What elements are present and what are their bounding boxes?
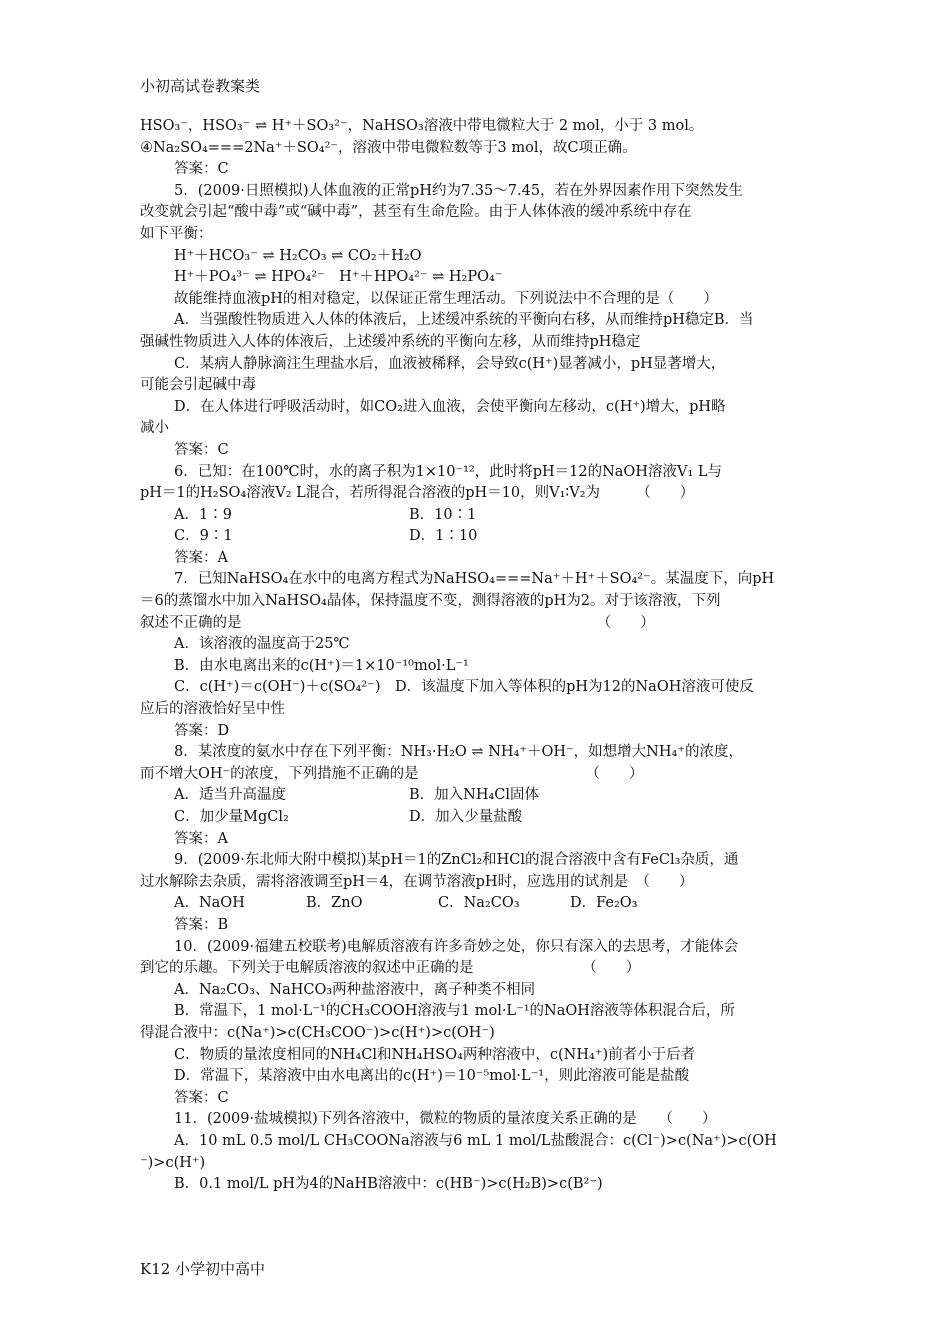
text-line: A．10 mL 0.5 mol/L CH₃COONa溶液与6 mL 1 mol/L盐酸混合：c(Cl⁻)>c(Na⁺)>c(OH	[174, 1132, 777, 1149]
text-line: 应后的溶液恰好呈中性	[140, 701, 285, 718]
text-line: 11．(2009·盐城模拟)下列各溶液中，微粒的物质的量浓度关系正确的是 （ ）	[174, 1111, 717, 1128]
text-line	[140, 785, 812, 807]
text-line	[140, 893, 812, 915]
choice-option: B．10∶1	[409, 506, 477, 523]
text-line: 答案：A	[174, 549, 228, 566]
text-line: 可能会引起碱中毒	[140, 377, 256, 394]
text-line: D．常温下，某溶液中由水电离出的c(H⁺)＝10⁻⁵mol·L⁻¹，则此溶液可能是盐酸	[174, 1068, 690, 1085]
text-line: 答案：A	[174, 830, 228, 847]
text-line: A．当强酸性物质进入人体的体液后，上述缓冲系统的平衡向右移，从而维持pH稳定B．当	[174, 312, 754, 329]
text-line: 改变就会引起“酸中毒”或“碱中毒”，甚至有生命危险。由于人体体液的缓冲系统中存在	[140, 204, 692, 221]
document-body	[140, 116, 812, 1196]
text-line: 答案：B	[174, 916, 229, 933]
text-line: ⁻)>c(H⁺)	[140, 1154, 206, 1171]
text-line	[140, 807, 812, 829]
text-line: 8．某浓度的氨水中存在下列平衡：NH₃·H₂O ⇌ NH₄⁺＋OH⁻，如想增大NH₄⁺的浓度，	[174, 744, 743, 761]
text-line: 过水解除去杂质，需将溶液调至pH＝4，在调节溶液pH时，应选用的试剂是 （ ）	[140, 873, 694, 890]
text-line: 6．已知：在100℃时，水的离子积为1×10⁻¹²，此时将pH＝12的NaOH溶液V₁ L与	[174, 463, 722, 480]
text-line: HSO₃⁻，HSO₃⁻ ⇌ H⁺＋SO₃²⁻，NaHSO₃溶液中带电微粒大于 2 mol，小于 3 mol。	[140, 118, 704, 134]
text-line: H⁺＋PO₄³⁻ ⇌ HPO₄²⁻ H⁺＋HPO₄²⁻ ⇌ H₂PO₄⁻	[174, 269, 503, 286]
text-line: A．该溶液的温度高于25℃	[174, 636, 350, 653]
choice-option: A．适当升高温度	[174, 787, 286, 804]
text-line: 答案：C	[174, 161, 229, 178]
text-line: 5．(2009·日照模拟)人体血液的正常pH约为7.35～7.45，若在外界因素作用下突然发生	[174, 182, 744, 199]
text-line: 答案：D	[174, 722, 230, 739]
text-line	[140, 526, 812, 548]
text-line: D．在人体进行呼吸活动时，如CO₂进入血液，会使平衡向左移动，c(H⁺)增大，pH略	[174, 398, 726, 415]
text-line: 答案：C	[174, 441, 229, 458]
text-line: 10．(2009·福建五校联考)电解质溶液有许多奇妙之处，你只有深入的去思考，才能体会	[174, 938, 739, 955]
page-header: 小初高试卷教案类	[140, 77, 261, 95]
choice-option: D．Fe₂O₃	[570, 895, 638, 912]
text-line: 得混合液中：c(Na⁺)>c(CH₃COO⁻)>c(H⁺)>c(OH⁻)	[140, 1024, 495, 1041]
text-line: C．物质的量浓度相同的NH₄Cl和NH₄HSO₄两种溶液中，c(NH₄⁺)前者小于后者	[174, 1046, 696, 1063]
text-line: 9．(2009·东北师大附中模拟)某pH＝1的ZnCl₂和HCl的混合溶液中含有FeCl₃杂质，通	[174, 852, 739, 869]
text-line: 如下平衡：	[140, 225, 213, 242]
text-line	[140, 505, 812, 527]
text-line: H⁺＋HCO₃⁻ ⇌ H₂CO₃ ⇌ CO₂＋H₂O	[174, 247, 422, 264]
choice-option: B．加入NH₄Cl固体	[409, 787, 540, 804]
choice-option: B．ZnO	[306, 895, 363, 912]
choice-option: C．9∶1	[174, 528, 233, 545]
text-line: 故能维持血液pH的相对稳定，以保证正常生理活动。下列说法中不合理的是（ ）	[174, 290, 718, 307]
text-line: 到它的乐趣。下列关于电解质溶液的叙述中正确的是 （ ）	[140, 960, 641, 977]
text-line: ＝6的蒸馏水中加入NaHSO₄晶体，保持温度不变，测得溶液的pH为2。对于该溶液，下列	[140, 593, 721, 610]
text-line: B．常温下，1 mol·L⁻¹的CH₃COOH溶液与1 mol·L⁻¹的NaOH溶液等体积混合后，所	[174, 1003, 735, 1020]
choice-option: D．1∶10	[409, 528, 478, 545]
text-line: B．由水电离出来的c(H⁺)＝1×10⁻¹⁰mol·L⁻¹	[174, 657, 469, 674]
text-line: B．0.1 mol/L pH为4的NaHB溶液中：c(HB⁻)>c(H₂B)>c(B²⁻)	[174, 1176, 603, 1193]
text-line: C．某病人静脉滴注生理盐水后，血液被稀释，会导致c(H⁺)显著减小，pH显著增大，	[174, 355, 726, 372]
text-line: 强碱性物质进入人体的体液后，上述缓冲系统的平衡向左移，从而维持pH稳定	[140, 333, 641, 350]
text-line: 叙述不正确的是 （ ）	[140, 614, 655, 631]
text-line: pH＝1的H₂SO₄溶液V₂ L混合，若所得混合溶液的pH＝10，则V₁∶V₂为 （ ）	[140, 485, 695, 502]
choice-option: A．1∶9	[174, 506, 232, 523]
page-footer: K12 小学初中高中	[140, 1260, 266, 1278]
choice-option: D．加入少量盐酸	[409, 809, 523, 825]
text-line: C．c(H⁺)＝c(OH⁻)＋c(SO₄²⁻) D．该温度下加入等体积的pH为12的NaOH溶液可使反	[174, 679, 754, 696]
text-line: 7．已知NaHSO₄在水中的电离方程式为NaHSO₄===Na⁺＋H⁺＋SO₄²⁻。某温度下，向pH	[174, 571, 775, 588]
choice-option: A．NaOH	[174, 895, 245, 912]
text-line: A．Na₂CO₃、NaHCO₃两种盐溶液中，离子种类不相同	[174, 981, 536, 998]
choice-option: C．加少量MgCl₂	[174, 809, 289, 825]
text-line: 减小	[140, 420, 169, 437]
text-line: 答案：C	[174, 1089, 229, 1106]
text-line: ④Na₂SO₄===2Na⁺＋SO₄²⁻，溶液中带电微粒数等于3 mol，故C项正确。	[140, 139, 637, 156]
text-line: 而不增大OH⁻的浓度，下列措施不正确的是 （ ）	[140, 765, 644, 782]
choice-option: C．Na₂CO₃	[438, 895, 520, 912]
